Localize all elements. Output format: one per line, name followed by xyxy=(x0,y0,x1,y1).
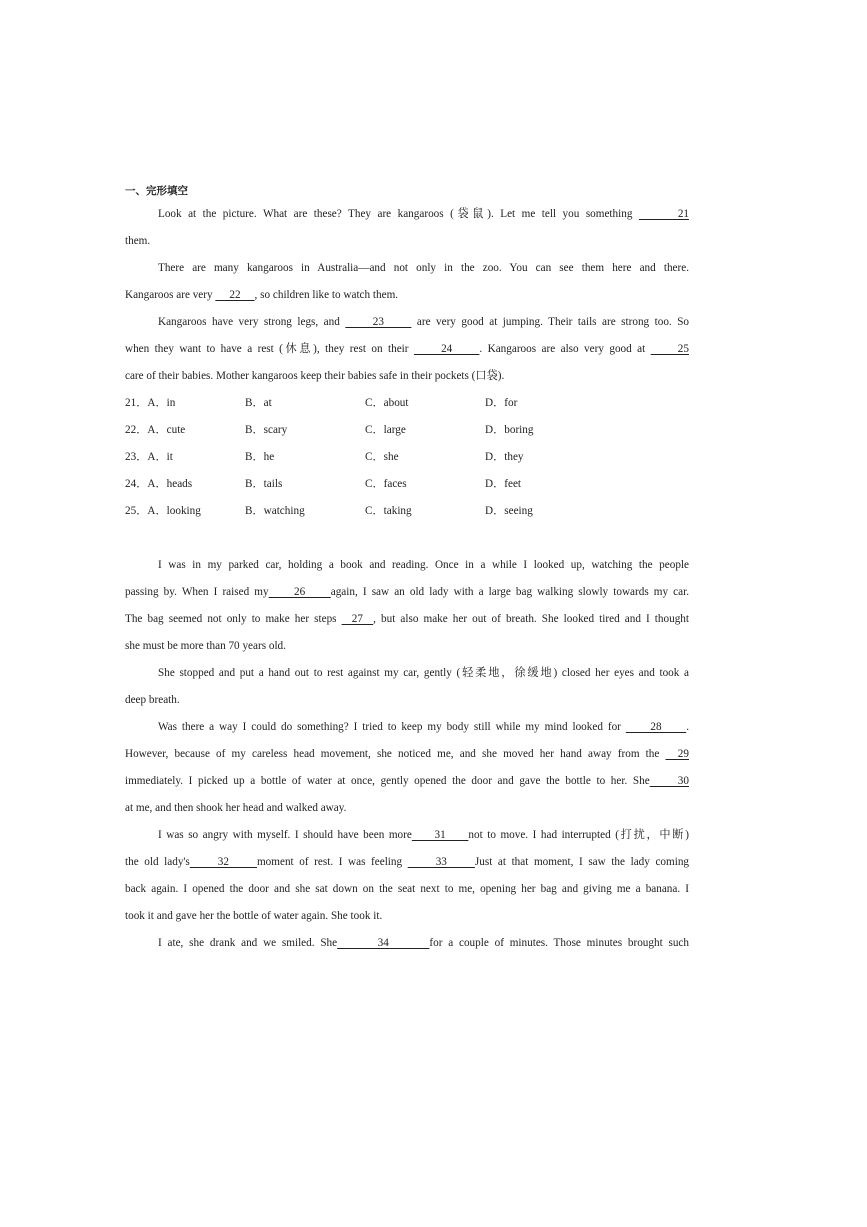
passage2-line: I ate, she drank and we smiled. She 34 for a couple of minutes. Those minutes brought such xyxy=(158,937,689,949)
passage2-line: Was there a way I could do something? I tried to keep my body still while my mind looked for 28 . xyxy=(158,721,690,733)
passage1-line: them. xyxy=(125,235,151,247)
passage2-line: at me, and then shook her head and walked away. xyxy=(125,802,347,814)
blank-28: 28 xyxy=(625,721,687,733)
section-title: 一、完形填空 xyxy=(125,185,188,197)
option-a: 25．A．looking xyxy=(125,505,201,517)
option-a: 23．A．it xyxy=(125,451,173,463)
blank-26: 26 xyxy=(268,586,331,598)
passage2-line: deep breath. xyxy=(125,694,180,706)
blank-34: 34 xyxy=(337,937,430,949)
blank-22: 22 xyxy=(215,289,255,301)
option-c: C．faces xyxy=(365,478,407,490)
option-a: 24．A．heads xyxy=(125,478,193,490)
option-b: B．he xyxy=(245,451,275,463)
passage2-line: back again. I opened the door and she sat down on the seat next to me, opening her bag and giving me a banana. I xyxy=(125,883,689,895)
passage2-line: However, because of my careless head movement, she noticed me, and she moved her hand away from the 29 xyxy=(125,748,689,760)
option-c: C．large xyxy=(365,424,406,436)
blank-31: 31 xyxy=(411,829,469,841)
passage2-line: She stopped and put a hand out to rest against my car, gently (轻柔地，徐缓地) closed her eyes and took a xyxy=(158,667,689,679)
option-b: B．watching xyxy=(245,505,305,517)
option-d: D．for xyxy=(485,397,518,409)
blank-21: 21 xyxy=(638,208,690,220)
passage1-line: Kangaroos have very strong legs, and 23 are very good at jumping. Their tails are strong too. So xyxy=(158,316,690,328)
passage1-line: Kangaroos are very 22 , so children like to watch them. xyxy=(125,289,399,301)
option-c: C．taking xyxy=(365,505,412,517)
option-b: B．scary xyxy=(245,424,288,436)
passage2-line: took it and gave her the bottle of water again. She took it. xyxy=(125,910,383,922)
passage2-line: the old lady's 32 moment of rest. I was feeling 33 Just at that moment, I saw the lady coming xyxy=(125,856,690,868)
option-d: D．seeing xyxy=(485,505,533,517)
passage2-line: I was so angry with myself. I should have been more 31 not to move. I had interrupted (打扰，中断) xyxy=(158,829,690,841)
option-c: C．about xyxy=(365,397,409,409)
option-b: B．tails xyxy=(245,478,283,490)
option-b: B．at xyxy=(245,397,272,409)
passage1-line: care of their babies. Mother kangaroos keep their babies safe in their pockets (口袋). xyxy=(125,370,505,382)
blank-24: 24 xyxy=(413,343,480,355)
option-d: D．feet xyxy=(485,478,522,490)
passage2-line: I was in my parked car, holding a book and reading. Once in a while I looked up, watching the people xyxy=(158,559,689,571)
blank-30: 30 xyxy=(649,775,689,787)
option-c: C．she xyxy=(365,451,399,463)
option-d: D．they xyxy=(485,451,524,463)
passage2-line: The bag seemed not only to make her steps 27 , but also make her out of breath. She looked tired and I thought xyxy=(125,613,689,625)
passage1-line: when they want to have a rest (休息), they rest on their 24 . Kangaroos are also very good at 25 xyxy=(125,343,689,355)
passage2-line: passing by. When I raised my 26 again, I saw an old lady with a large bag walking slowly towards my car. xyxy=(125,586,689,598)
option-d: D．boring xyxy=(485,424,534,436)
blank-23: 23 xyxy=(345,316,412,328)
blank-29: 29 xyxy=(665,748,689,760)
passage1-line: Look at the picture. What are these? They are kangaroos (袋鼠). Let me tell you something 21 xyxy=(158,208,690,220)
passage2-line: immediately. I picked up a bottle of water at once, gently opened the door and gave the bottle to her. She 30 xyxy=(125,775,689,787)
option-a: 22．A．cute xyxy=(125,424,186,436)
blank-33: 33 xyxy=(407,856,475,868)
option-a: 21．A．in xyxy=(125,397,176,409)
blank-25: 25 xyxy=(650,343,689,355)
passage2-line: she must be more than 70 years old. xyxy=(125,640,286,652)
blank-27: 27 xyxy=(341,613,374,625)
blank-32: 32 xyxy=(189,856,257,868)
passage1-line: There are many kangaroos in Australia—and not only in the zoo. You can see them here and there. xyxy=(158,262,689,274)
